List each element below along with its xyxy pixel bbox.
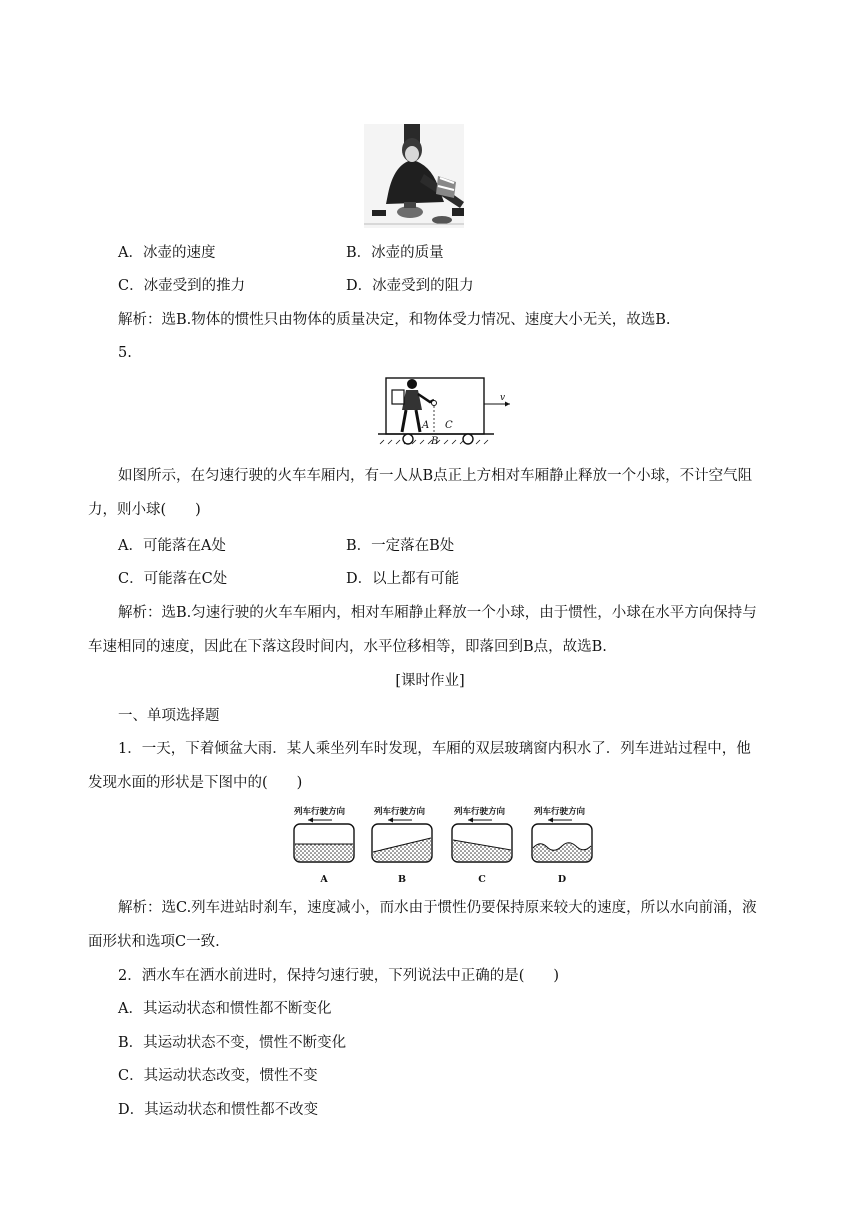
q1-analysis-line1: 解析：选C.列车进站时刹车，速度减小，而水由于惯性仍要保持原来较大的速度，所以水向前涌，液 [118, 900, 757, 916]
section-title: [课时作业] [395, 673, 465, 689]
panel-b-label: B [397, 874, 407, 885]
q1-analysis-line2: 面形状和选项C一致. [88, 934, 220, 950]
figure-label-c: C [445, 420, 453, 431]
panel-d-label: D [557, 874, 567, 885]
q4-analysis: 解析：选B.物体的惯性只由物体的质量决定，和物体受力情况、速度大小无关，故选B. [118, 312, 671, 328]
q1-stem-line1: 1．一天，下着倾盆大雨．某人乘坐列车时发现，车厢的双层玻璃窗内积水了．列车进站过程中，他 [118, 741, 751, 757]
q4-option-b: B．冰壶的质量 [346, 245, 444, 261]
panel-a [294, 806, 354, 885]
water-shape-figure [288, 802, 600, 886]
train-car-figure [378, 376, 518, 450]
panel-d-title: 列车行驶方向 [534, 807, 586, 817]
q5-number: 5. [118, 345, 132, 361]
panel-b-title: 列车行驶方向 [374, 807, 426, 817]
q2-option-d: D．其运动状态和惯性都不改变 [118, 1102, 319, 1118]
curling-photo [364, 124, 464, 228]
direction-arrow-icon [388, 818, 393, 823]
q1-stem-line2: 发现水面的形状是下图中的( ) [88, 775, 303, 791]
panel-c-label: C [478, 874, 486, 885]
figure-label-b: B [431, 436, 439, 447]
q4-option-d: D．冰壶受到的阻力 [346, 278, 474, 294]
panel-d [532, 806, 592, 885]
q2-option-b: B．其运动状态不变，惯性不断变化 [118, 1035, 347, 1051]
q5-option-c: C．可能落在C处 [118, 571, 228, 587]
figure-label-v: v [500, 393, 506, 403]
q5-option-a: A．可能落在A处 [118, 538, 226, 554]
q5-stem-line1: 如图所示，在匀速行驶的火车车厢内，有一人从B点正上方相对车厢静止释放一个小球，不计空气阻 [118, 468, 753, 484]
panel-c-title: 列车行驶方向 [454, 807, 506, 817]
panel-c [452, 806, 512, 885]
direction-arrow-icon [548, 818, 553, 823]
part-title: 一、单项选择题 [118, 708, 220, 724]
q2-option-a: A．其运动状态和惯性都不断变化 [118, 1001, 332, 1017]
direction-arrow-icon [468, 818, 473, 823]
q4-option-a: A．冰壶的速度 [118, 245, 216, 261]
q5-analysis-line2: 车速相同的速度，因此在下落这段时间内，水平位移相等，即落回到B点，故选B. [88, 639, 607, 655]
q4-option-c: C．冰壶受到的推力 [118, 278, 246, 294]
q2-option-c: C．其运动状态改变，惯性不变 [118, 1068, 318, 1084]
figure-label-a: A [422, 420, 430, 431]
q5-stem-line2: 力，则小球( ) [88, 502, 201, 518]
q5-analysis-line1: 解析：选B.匀速行驶的火车车厢内，相对车厢静止释放一个小球，由于惯性，小球在水平方向保持与 [118, 605, 757, 621]
panel-a-title: 列车行驶方向 [294, 807, 346, 817]
panel-b [372, 806, 432, 885]
q2-stem: 2．洒水车在洒水前进时，保持匀速行驶，下列说法中正确的是( ) [118, 968, 560, 984]
panel-a-label: A [320, 874, 328, 885]
direction-arrow-icon [308, 818, 313, 823]
q5-option-b: B．一定落在B处 [346, 538, 455, 554]
velocity-arrow-icon [505, 402, 510, 407]
q5-option-d: D．以上都有可能 [346, 571, 460, 587]
